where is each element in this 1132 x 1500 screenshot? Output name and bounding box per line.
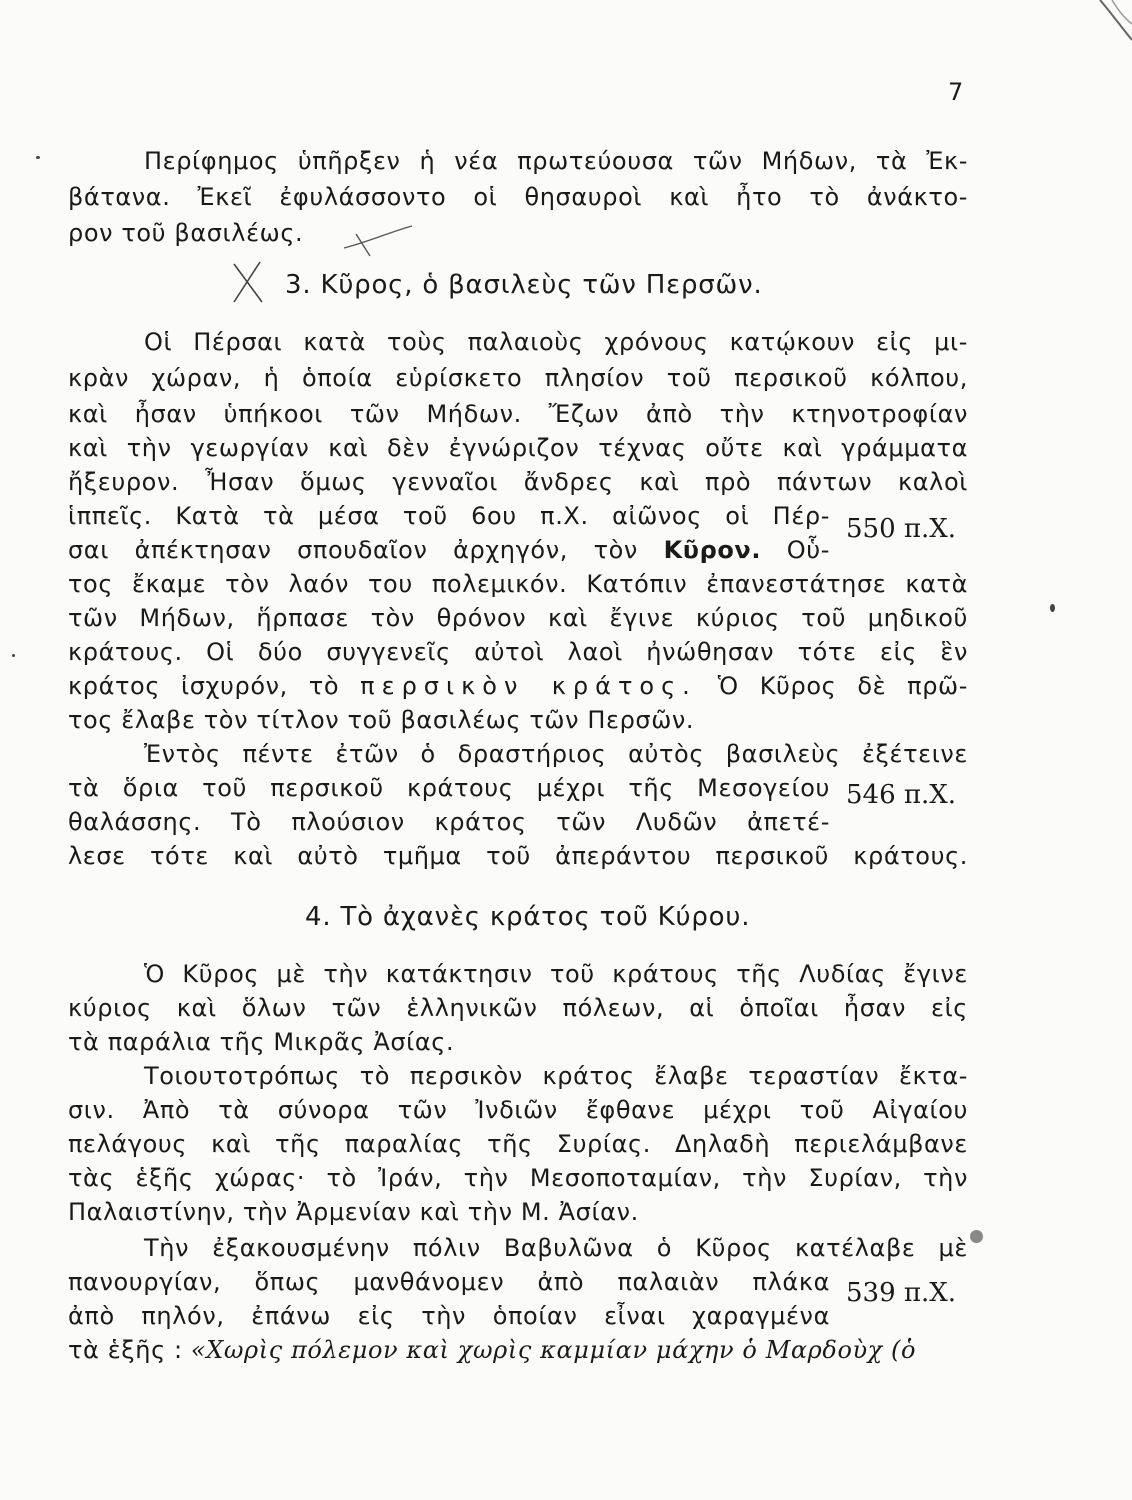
scan-speck [970,1230,983,1243]
text-line: Ὁ Κῦρος μὲ τὴν κατάκτησιν τοῦ κράτους τῆς Λυδίας ἔγινε [144,960,968,988]
section-heading: 3. Κῦρος, ὁ βασιλεὺς τῶν Περσῶν. [285,270,763,300]
text-line: σαι ἀπέκτησαν σπουδαῖον ἀρχηγόν, τὸν Κῦρον. Οὗ- [68,536,830,564]
text-line: πανουργίαν, ὅπως μανθάνομεν ἀπὸ παλαιὰν πλάκα [68,1268,830,1296]
text-line: Περίφημος ὑπῆρξεν ἡ νέα πρωτεύουσα τῶν Μήδων, τὰ Ἐκ- [144,147,968,175]
text-line: κράτος ἰσχυρόν, τὸ περσικὸν κράτος. Ὁ Κῦρος δὲ πρῶ- [68,672,968,700]
text-line: καὶ τὴν γεωργίαν καὶ δὲν ἐγνώριζον τέχνας οὔτε καὶ γράμματα [68,434,968,462]
text-line: λεσε τότε καὶ αὐτὸ τμῆμα τοῦ ἀπεράντου περσικοῦ κράτους. [68,842,968,870]
page-corner-curl [1092,0,1132,50]
quotation: «Χωρὶς πόλεμον καὶ χωρὶς καμμίαν μάχην ὁ Μαρδοὺχ (ὁ [190,1336,917,1364]
scan-speck [1050,604,1055,612]
text-line: τὰ παράλια τῆς Μικρᾶς Ἀσίας. [68,1028,455,1056]
text-line: Παλαιστίνην, τὴν Ἀρμενίαν καὶ τὴν Μ. Ἀσίαν. [68,1198,639,1226]
text-line: κύριος καὶ ὅλων τῶν ἑλληνικῶν πόλεων, αἱ ὁποῖαι ἦσαν εἰς [68,994,968,1022]
text-line: πελάγους καὶ τῆς παραλίας τῆς Συρίας. Δηλαδὴ περιελάμβανε [68,1130,968,1158]
text-line: κράτους. Οἱ δύο συγγενεῖς αὐτοὶ λαοὶ ἠνώθησαν τότε εἰς ἓν [68,638,968,666]
text-line: Ἐντὸς πέντε ἐτῶν ὁ δραστήριος αὐτὸς βασιλεὺς ἐξέτεινε [144,740,968,768]
text-line: τὰς ἑξῆς χώρας· τὸ Ἰράν, τὴν Μεσοποταμίαν, τὴν Συρίαν, τὴν [68,1164,968,1192]
section-heading: 4. Τὸ ἀχανὲς κράτος τοῦ Κύρου. [305,902,751,932]
text-line: τος ἔλαβε τὸν τίτλον τοῦ βασιλέως τῶν Περσῶν. [68,706,695,734]
page-number: 7 [948,78,964,106]
text-line: ἱππεῖς. Κατὰ τὰ μέσα τοῦ 6ου π.Χ. αἰῶνος οἱ Πέρ- [68,502,830,530]
text-line: τος ἔκαμε τὸν λαόν του πολεμικόν. Κατόπιν ἐπανεστάτησε κατὰ [68,570,968,598]
text-line: σιν. Ἀπὸ τὰ σύνορα τῶν Ἰνδιῶν ἔφθανε μέχρι τοῦ Αἰγαίου [68,1096,968,1124]
scan-speck [36,156,40,159]
scan-speck [12,654,15,657]
text-line: Οἱ Πέρσαι κατὰ τοὺς παλαιοὺς χρόνους κατῴκουν εἰς μι- [144,328,968,356]
text-line: κρὰν χώραν, ἡ ὁποία εὑρίσκετο πλησίον τοῦ περσικοῦ κόλπου, [68,364,968,392]
text-line: καὶ ἦσαν ὑπήκοοι τῶν Μήδων. Ἔζων ἀπὸ τὴν κτηνοτροφίαν [68,400,968,428]
margin-date: 539 π.Χ. [846,1278,957,1308]
text-line: τὰ ἑξῆς : «Χωρὶς πόλεμον καὶ χωρὶς καμμίαν μάχην ὁ Μαρδοὺχ (ὁ [68,1336,917,1364]
pencil-cross-mark-icon [228,258,272,308]
text-line: ρον τοῦ βασιλέως. [68,219,304,247]
text-line: θαλάσσης. Τὸ πλούσιον κράτος τῶν Λυδῶν ἀπετέ- [68,808,830,836]
text-line: βάτανα. Ἐκεῖ ἐφυλάσσοντο οἱ θησαυροὶ καὶ ἦτο τὸ ἀνάκτο- [68,183,968,211]
text-line: τὰ ὅρια τοῦ περσικοῦ κράτους μέχρι τῆς Μεσογείου [68,774,830,802]
text-line: ἤξευρον. Ἦσαν ὅμως γενναῖοι ἄνδρες καὶ πρὸ πάντων καλοὶ [68,468,968,496]
margin-date: 546 π.Χ. [846,780,957,810]
text-line: Τὴν ἐξακουσμένην πόλιν Βαβυλῶνα ὁ Κῦρος κατέλαβε μὲ [144,1234,968,1262]
spaced-emphasis: περσικὸν κράτος. [360,672,697,700]
text-line: Τοιουτοτρόπως τὸ περσικὸν κράτος ἔλαβε τεραστίαν ἔκτα- [144,1062,968,1090]
text-line: τῶν Μήδων, ἥρπασε τὸν θρόνον καὶ ἔγινε κύριος τοῦ μηδικοῦ [68,604,968,632]
text-line: ἀπὸ πηλόν, ἐπάνω εἰς τὴν ὁποίαν εἶναι χαραγμένα [68,1302,830,1330]
margin-date: 550 π.Χ. [846,514,957,544]
name-emphasis: Κῦρον. [663,536,762,564]
